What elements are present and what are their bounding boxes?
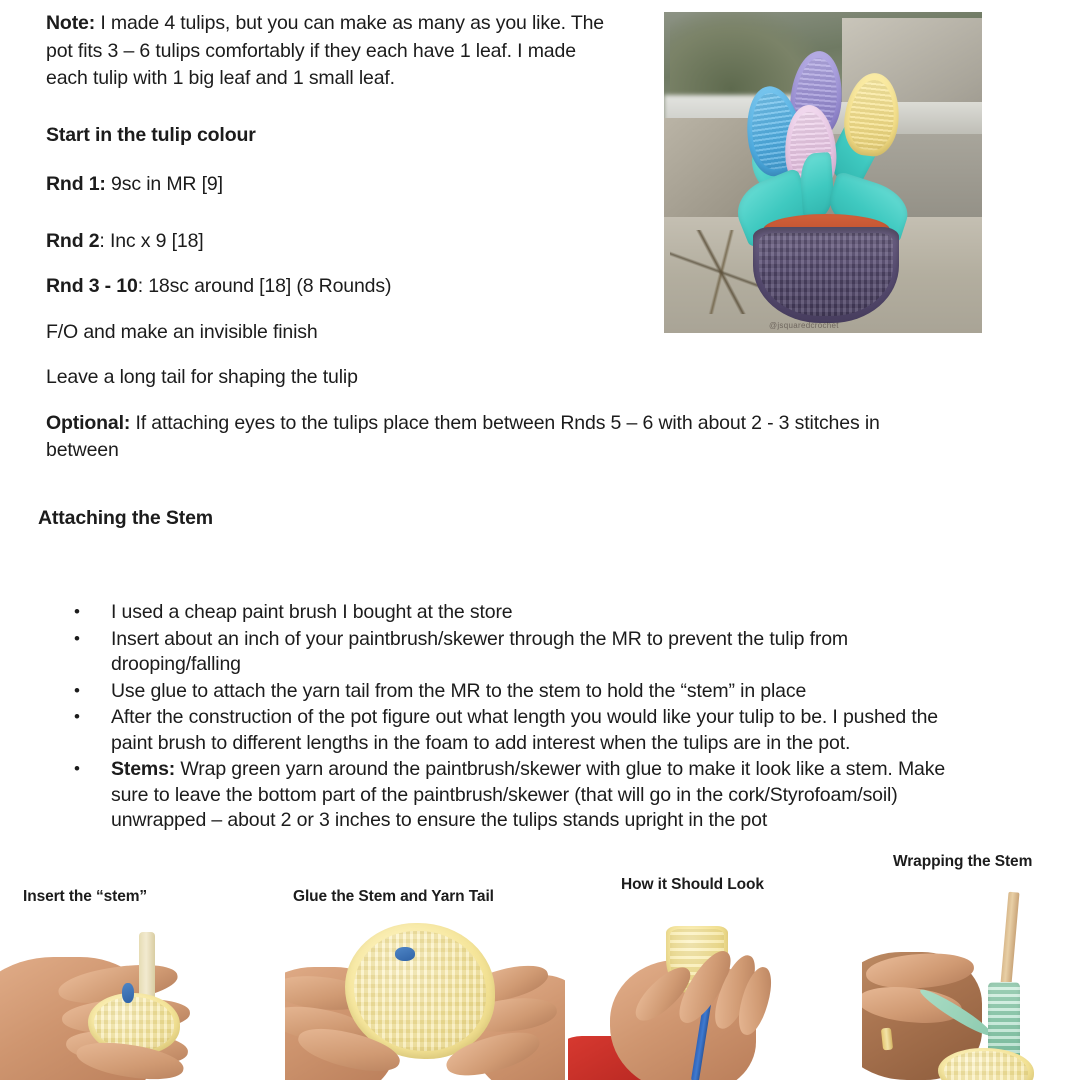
note-paragraph <box>46 10 621 93</box>
list-item <box>46 757 971 834</box>
optional-paragraph <box>46 410 926 465</box>
round-1-label: Rnd 1: <box>46 173 106 195</box>
note-label: Note: <box>46 12 96 34</box>
glue-dot <box>122 983 134 1003</box>
wrapping-stem-photo <box>862 888 1080 1080</box>
bullet-text: I used a cheap paint brush I bought at the store <box>111 601 513 623</box>
how-it-should-look-photo <box>568 898 858 1080</box>
insert-stem-photo <box>0 905 278 1080</box>
bullet-text: Wrap green yarn around the paintbrush/skewer with glue to make it look like a stem. Make sure to leave the bottom part of the paintbrush/skewer (that will go in the cork/Styrofoam/soil) unwrapped – about 2 or 3 inches to ensure the tulips stands upright in the pot <box>111 758 946 831</box>
round-1-text: 9sc in MR [9] <box>105 173 223 195</box>
glue-dot <box>395 947 415 961</box>
finished-tulip-pot-photo <box>664 12 982 333</box>
wooden-skewer <box>999 892 1019 997</box>
bullet-text: After the construction of the pot figure out what length you would like your tulip to be. I pushed the paint brush to different lengths in the foam to add interest when the tulips are in the pot. <box>111 706 938 754</box>
round-3-10-text: : 18sc around [18] (8 Rounds) <box>137 275 392 297</box>
start-colour-heading: Start in the tulip colour <box>46 123 256 146</box>
glue-stem-photo <box>285 905 565 1080</box>
round-2-label: Rnd 2 <box>46 229 100 252</box>
list-item <box>46 705 971 756</box>
caption-how-it-looks: How it Should Look <box>621 876 764 893</box>
bullet-label-stems: Stems: <box>111 758 176 780</box>
list-item <box>46 627 971 678</box>
note-text: I made 4 tulips, but you can make as many as you like. The pot fits 3 – 6 tulips comfortably if they each have 1 leaf. I made each tulip with 1 big leaf and 1 small leaf. <box>46 12 604 89</box>
fasten-off-line: F/O and make an invisible finish <box>46 320 318 343</box>
bullet-text: Insert about an inch of your paintbrush/skewer through the MR to prevent the tulip from drooping/falling <box>111 627 849 675</box>
attaching-the-stem-heading: Attaching the Stem <box>38 506 213 529</box>
caption-insert-stem: Insert the “stem” <box>23 888 148 905</box>
caption-glue-stem: Glue the Stem and Yarn Tail <box>293 888 494 905</box>
photo-watermark: @jsquaredcrochet <box>768 320 839 330</box>
finger-ring <box>881 1028 893 1051</box>
round-2-text: : Inc x 9 [18] <box>99 229 204 252</box>
stem-instruction-list <box>46 600 971 834</box>
round-3-10-label: Rnd 3 - 10 <box>46 275 138 297</box>
long-tail-line: Leave a long tail for shaping the tulip <box>46 366 358 388</box>
list-item <box>46 600 971 626</box>
list-item <box>46 679 971 705</box>
bullet-text: Use glue to attach the yarn tail from the MR to the stem to hold the “stem” in place <box>111 679 807 702</box>
optional-label: Optional: <box>46 411 131 434</box>
caption-wrapping-stem: Wrapping the Stem <box>893 853 1033 870</box>
optional-text: If attaching eyes to the tulips place them between Rnds 5 – 6 with about 2 - 3 stitches in between <box>46 411 880 461</box>
